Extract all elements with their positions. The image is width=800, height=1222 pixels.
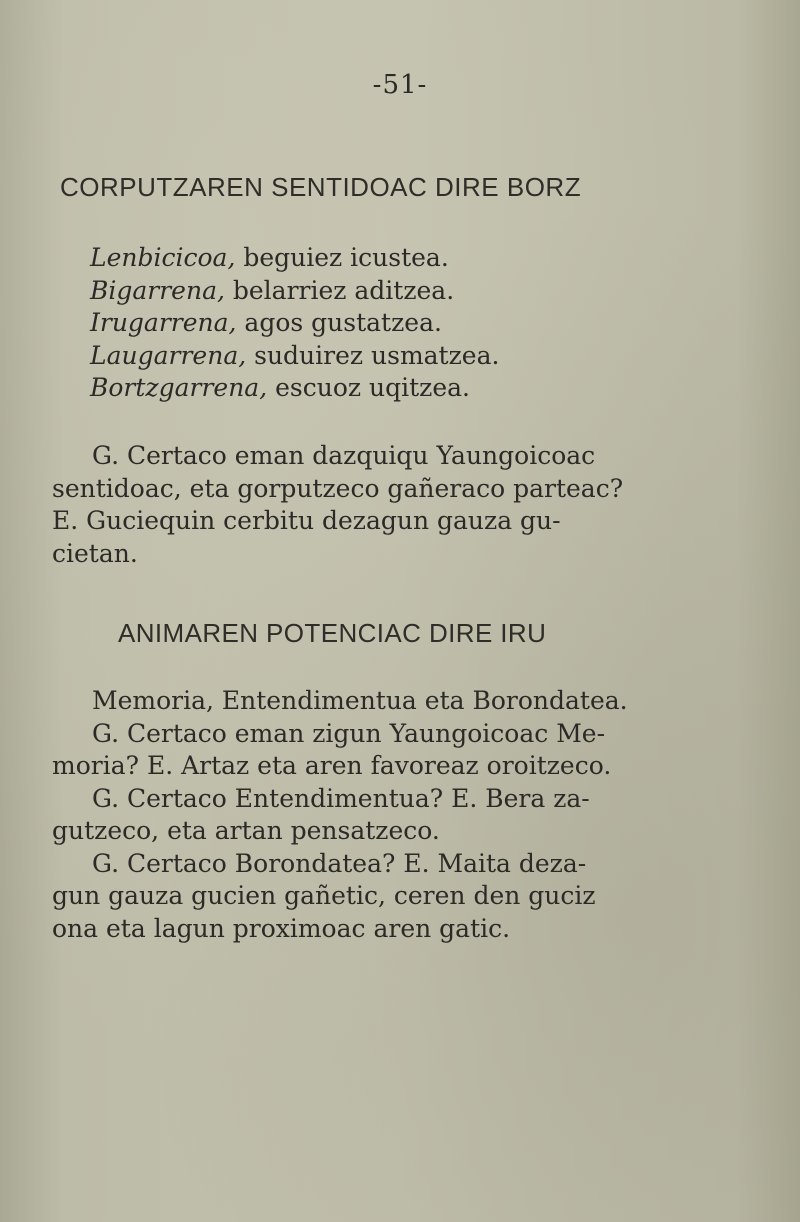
text-line: G. Certaco Borondatea? E. Maita deza-: [92, 848, 587, 878]
text-line: G. Certaco eman zigun Yaungoicoac Me-: [92, 718, 606, 748]
sense-text: escuoz uqitzea.: [267, 373, 470, 402]
list-item: [90, 307, 690, 340]
text-line: sentidoac, eta gorputzeco gañeraco parteac?: [52, 473, 624, 503]
ordinal: Bortzgarrena,: [90, 373, 268, 402]
text-line: E. Guciequin cerbitu dezagun gauza gu-: [52, 506, 561, 535]
section-heading-senses: CORPUTZAREN SENTIDOAC DIRE BORZ: [60, 172, 582, 202]
powers-paragraph: [52, 685, 652, 945]
senses-list: [90, 242, 690, 405]
text-line: ona eta lagun proximoac aren gatic.: [52, 913, 511, 943]
question-answer-senses: [52, 440, 652, 570]
text-line: gun gauza gucien gañetic, ceren den guciz: [52, 881, 596, 910]
text-line: gutzeco, eta artan pensatzeco.: [52, 816, 440, 845]
ordinal: Lenbicicoa,: [90, 243, 236, 272]
text-line: moria? E. Artaz eta aren favoreaz oroitzeco.: [52, 751, 612, 780]
text-line: cietan.: [52, 538, 138, 568]
list-item: [90, 242, 690, 275]
section-heading-powers: ANIMAREN POTENCIAC DIRE IRU: [118, 618, 547, 648]
list-item: [90, 372, 690, 405]
sense-text: suduirez usmatzea.: [246, 340, 500, 370]
sense-text: agos gustatzea.: [236, 308, 442, 337]
text-line: G. Certaco Entendimentua? E. Bera za-: [92, 783, 590, 813]
page-number: -51-: [372, 70, 428, 100]
text-line: Memoria, Entendimentua eta Borondatea.: [92, 686, 628, 715]
sense-text: belarriez aditzea.: [224, 275, 455, 305]
list-item: [90, 340, 690, 373]
ordinal: Bigarrena,: [90, 275, 225, 305]
list-item: [90, 275, 690, 308]
ordinal: Irugarrena,: [90, 308, 237, 337]
text-line: G. Certaco eman dazquiqu Yaungoicoac: [92, 441, 596, 470]
sense-text: beguiez icustea.: [235, 243, 449, 272]
ordinal: Laugarrena,: [90, 340, 247, 370]
